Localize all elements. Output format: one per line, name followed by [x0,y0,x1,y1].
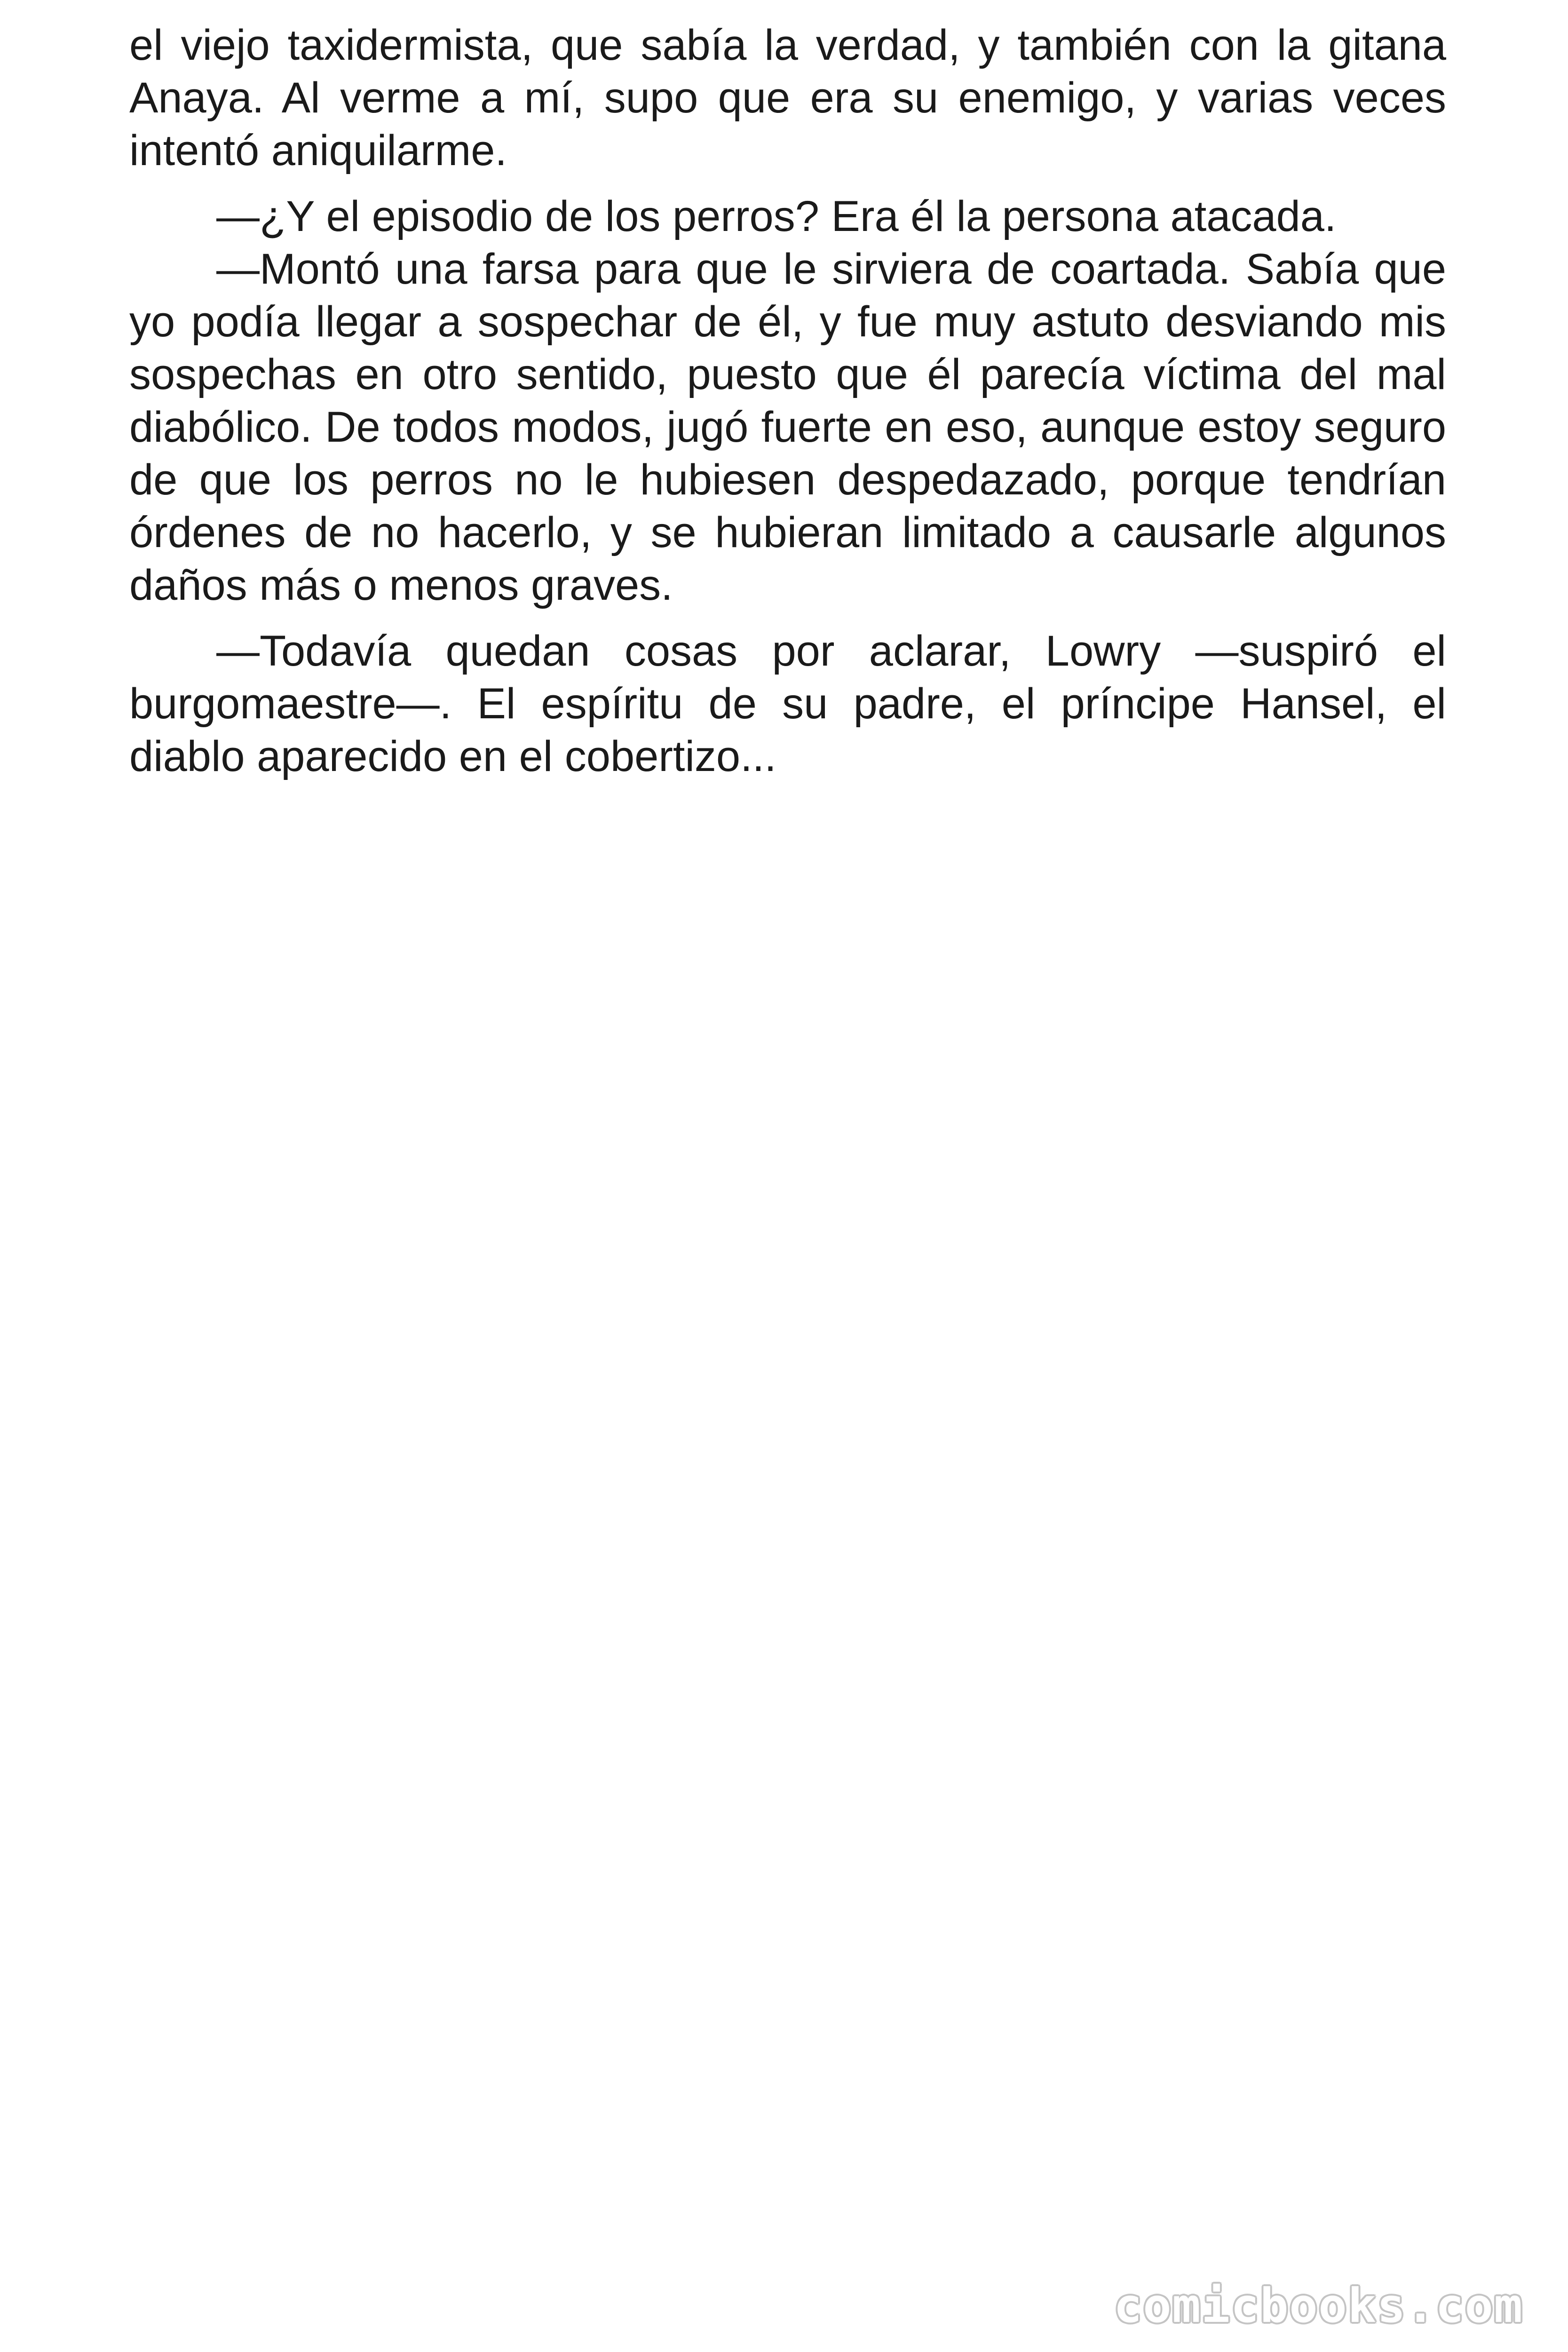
paragraph-4: —Todavía quedan cosas por aclarar, Lowry —suspiró el burgomaestre—. El espíritu de su padre, el príncipe Hansel, el diablo aparecido en el cobertizo... [129,627,1446,780]
paragraph-2: —¿Y el episodio de los perros? Era él la persona atacada. [216,192,1337,240]
paragraph-1: el viejo taxidermista, que sabía la verdad, y también con la gitana Anaya. Al verme a mí, supo que era su enemigo, y varias veces intentó aniquilarme. [129,21,1446,175]
page-body [129,19,1446,783]
watermark: comicbooks.com [1114,2278,1523,2333]
paragraph-3: —Montó una farsa para que le sirviera de coartada. Sabía que yo podía llegar a sospechar de él, y fue muy astuto desviando mis sospechas en otro sentido, puesto que él parecía víctima del mal diabólico. De todos modos, jugó fuerte en eso, aunque estoy seguro de que los perros no le hubiesen despedazado, porque tendrían órdenes de no hacerlo, y se hubieran limitado a causarle algunos daños más o menos graves. [129,245,1446,609]
